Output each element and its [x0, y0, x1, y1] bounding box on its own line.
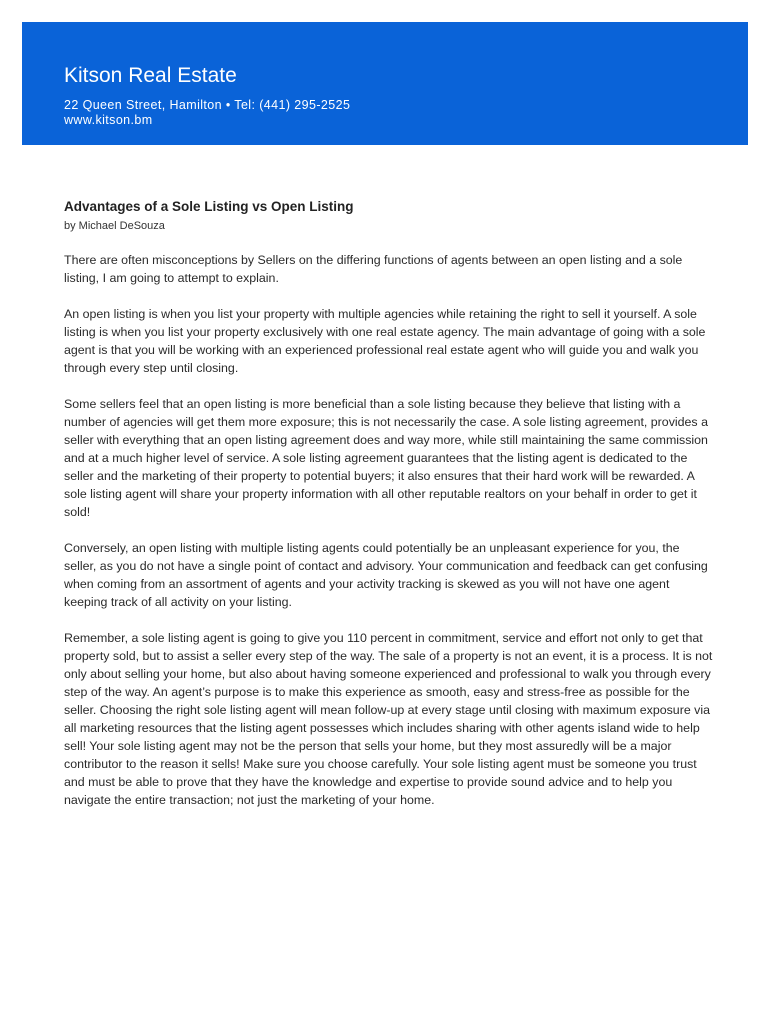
website-link[interactable]: www.kitson.bm	[64, 113, 153, 127]
article-paragraph: Remember, a sole listing agent is going to give you 110 percent in commitment, service and effort not only to get that property sold, but to assist a seller every step of the way. The sale of a property is not an event, it is a process. It is not only about selling your home, but also about having someone experienced and professional to walk you through every step of the way. An agent’s purpose is to make this experience as smooth, easy and stress-free as possible for the seller. Choosing the right sole listing agent will mean follow-up at every stage until closing with maximum exposure via all marketing resources that the listing agent possesses which includes sharing with other agents island wide to help sell! Your sole listing agent may not be the person that sells your home, but they most assuredly will be a major contributor to the reason it sells! Make sure you choose carefully. Your sole listing agent must be someone you trust and must be able to prove that they have the knowledge and expertise to provide sound advice and to help you navigate the entire transaction; not just the marketing of your home.	[64, 631, 713, 807]
address-phone-line: 22 Queen Street, Hamilton • Tel: (441) 295-2525	[64, 98, 351, 112]
article-paragraph: There are often misconceptions by Sellers on the differing functions of agents between an open listing and a sole listing, I am going to attempt to explain.	[64, 253, 683, 285]
article-title: Advantages of a Sole Listing vs Open Listing	[64, 199, 354, 214]
article-byline: by Michael DeSouza	[64, 220, 165, 232]
article-paragraph: An open listing is when you list your property with multiple agencies while retaining the right to sell it yourself. A sole listing is when you list your property exclusively with one real estate agency. The main advantage of going with a sole agent is that you will be working with an experienced professional real estate agent who will guide you and walk you through every step until closing.	[64, 307, 706, 375]
article-paragraph: Conversely, an open listing with multiple listing agents could potentially be an unpleasant experience for you, the seller, as you do not have a single point of contact and advisory. Your communication and feedback can get confusing when coming from an assortment of agents and your activity tracking is skewed as you will not have one agent keeping track of all activity on your listing.	[64, 541, 708, 609]
article	[64, 198, 714, 809]
article-paragraph: Some sellers feel that an open listing is more beneficial than a sole listing because they believe that listing with a number of agencies will get them more exposure; this is not necessarily the case. A sole listing agreement, provides a seller with everything that an open listing agreement does and way more, while still maintaining the same commission and at a much higher level of service. A sole listing agreement guarantees that the listing agent is dedicated to the seller and the marketing of their property to potential buyers; it also ensures that their hard work will be rewarded. A sole listing agent will share your property information with all other reputable realtors on your behalf in order to get it sold!	[64, 397, 708, 519]
contact-info	[64, 98, 350, 128]
letterhead-banner	[22, 22, 748, 145]
company-name: Kitson Real Estate	[64, 64, 237, 87]
